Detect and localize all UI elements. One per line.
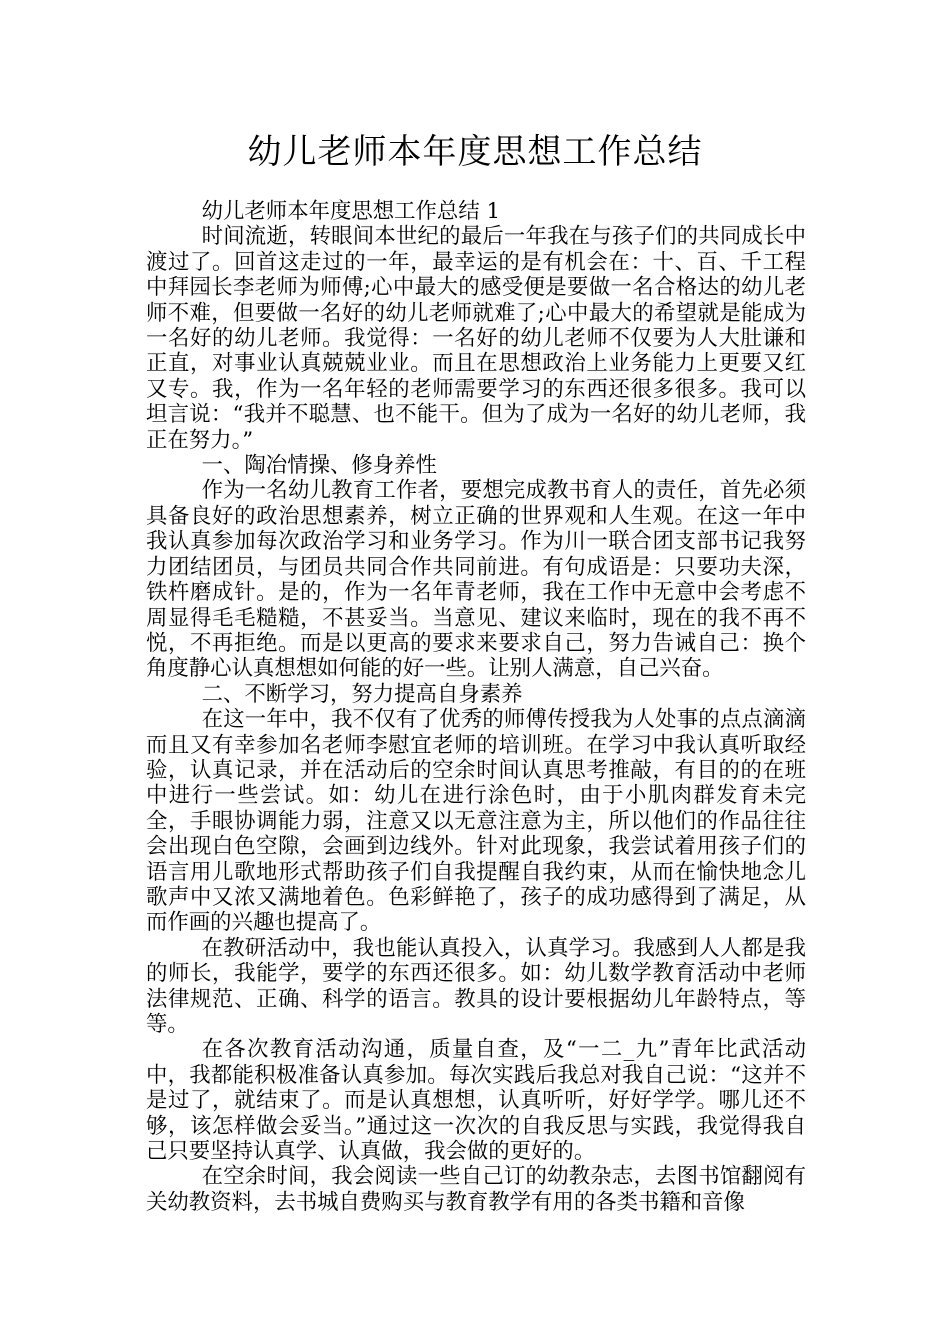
document-title: 幼儿老师本年度思想工作总结 <box>247 132 703 172</box>
paragraph-section-2d: 在空余时间，我会阅读一些自己订的幼教杂志，去图书馆翻阅有关幼教资料，去书城自费购买与教育教学有用的各类书籍和音像 <box>146 1164 806 1215</box>
paragraph-intro: 时间流逝，转眼间本世纪的最后一年我在与孩子们的共同成长中渡过了。回首这走过的一年，最幸运的是有机会在：十、百、千工程中拜园长李老师为师傅;心中最大的感受便是要做一名合格达的幼儿老师不难，但要做一名好的幼儿老师就难了;心中最大的希望就是能成为一名好的幼儿老师。我觉得：一名好的幼儿老师不仅要为人大肚谦和正直，对事业认真兢兢业业。而且在思想政治上业务能力上更要又红又专。我，作为一名年轻的老师需要学习的东西还很多很多。我可以坦言说：“我并不聪慧、也不能干。但为了成为一名好的幼儿老师，我正在努力。” <box>146 224 806 453</box>
paragraph-section-2b: 在教研活动中，我也能认真投入，认真学习。我感到人人都是我的师长，我能学，要学的东西还很多。如：幼儿数学教育活动中老师法律规范、正确、科学的语言。教具的设计要根据幼儿年龄特点，等等。 <box>146 935 806 1037</box>
document-body <box>146 199 806 1215</box>
paragraph-section-2c: 在各次教育活动沟通，质量自查，及“一二_九”青年比武活动中，我都能积极准备认真参加。每次实践后我总对我自己说：“这并不是过了，就结束了。而是认真想想，认真听听，好好学学。哪儿还不够，该怎样做会妥当。”通过这一次次的自我反思与实践，我觉得我自己只要坚持认真学、认真做，我会做的更好的。 <box>146 1037 806 1165</box>
paragraph-subtitle: 幼儿老师本年度思想工作总结 1 <box>201 199 501 224</box>
paragraph-section-2a: 在这一年中，我不仅有了优秀的师傅传授我为人处事的点点滴滴而且又有幸参加名老师李慰宜老师的培训班。在学习中我认真听取经验，认真记录，并在活动后的空余时间认真思考推敲，有目的的在班中进行一些尝试。如：幼儿在进行涂色时，由于小肌肉群发育未完全，手眼协调能力弱，注意又以无意注意为主，所以他们的作品往往会出现白色空隙，会画到边线外。针对此现象，我尝试着用孩子们的语言用儿歌地形式帮助孩子们自我提醒自我约束，从而在愉快地念儿歌声中又浓又满地着色。色彩鲜艳了，孩子的成功感得到了满足，从而作画的兴趣也提高了。 <box>146 707 806 936</box>
paragraph-section-1: 作为一名幼儿教育工作者，要想完成教书育人的责任，首先必须具备良好的政治思想素养，树立正确的世界观和人生观。在这一年中我认真参加每次政治学习和业务学习。作为川一联合团支部书记我努力团结团员，与团员共同合作共同前进。有句成语是：只要功夫深，铁杵磨成针。是的，作为一名年青老师，我在工作中无意中会考虑不周显得毛毛糙糙，不甚妥当。当意见、建议来临时，现在的我不再不悦，不再拒绝。而是以更高的要求来要求自己，努力告诫自己：换个角度静心认真想想如何能的好一些。让别人满意，自己兴奋。 <box>146 478 806 682</box>
section-heading-1: 一、陶冶情操、修身养性 <box>201 453 437 479</box>
section-heading-2: 二、不断学习，努力提高自身素养 <box>201 681 523 707</box>
